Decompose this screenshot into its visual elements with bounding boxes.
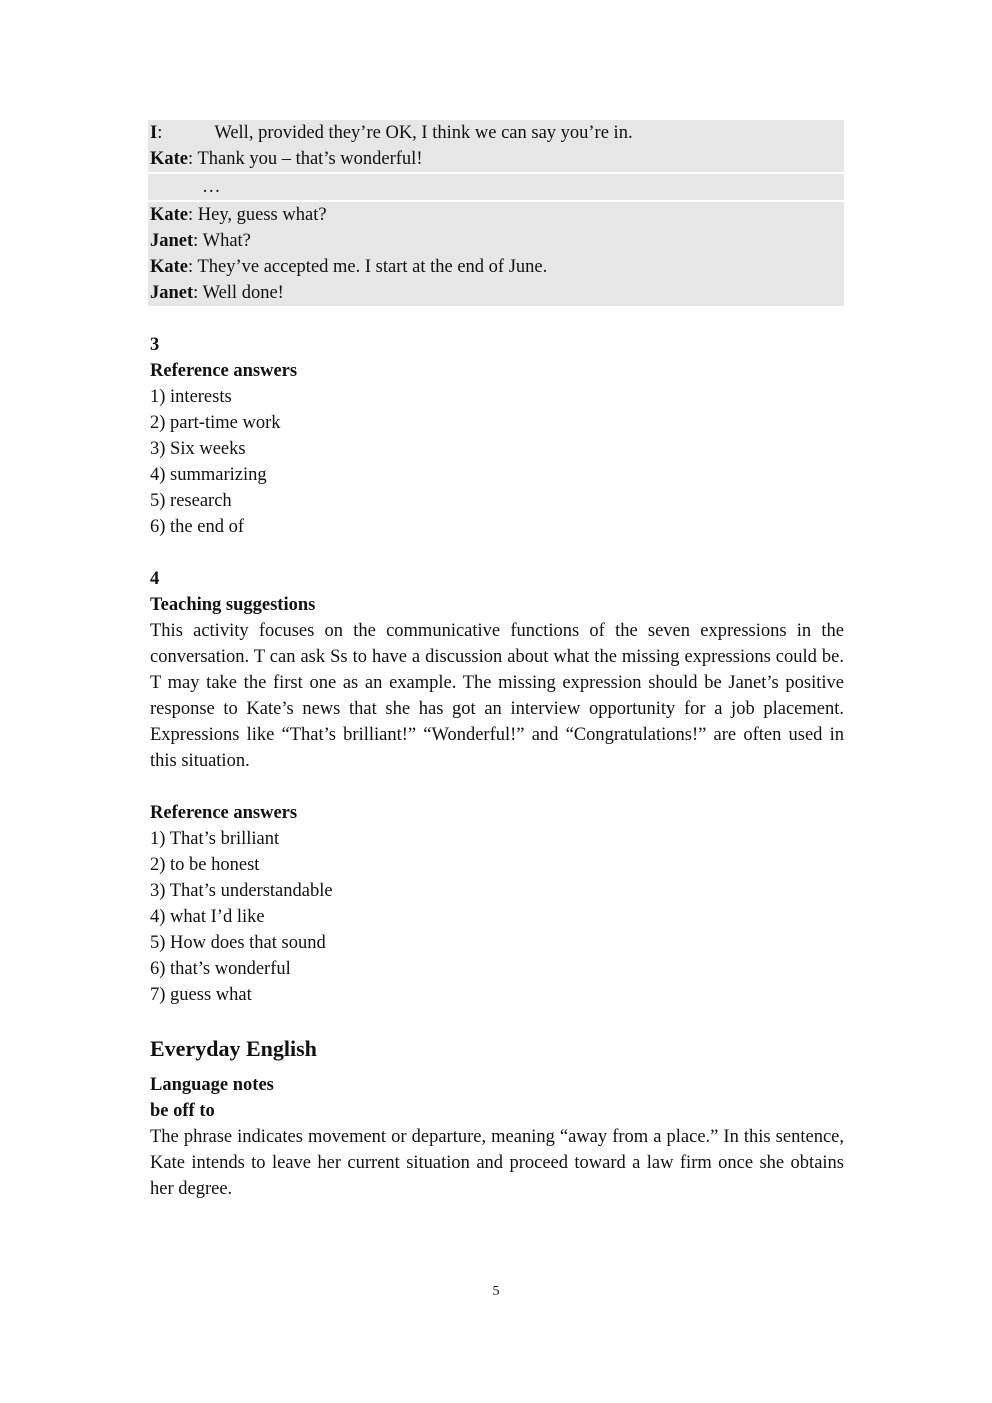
- dialog-line: [150, 228, 844, 254]
- dialog-separator: :: [188, 257, 194, 277]
- dialog-text: Thank you – that’s wonderful!: [193, 149, 423, 169]
- dialog-text: Well, provided they’re OK, I think we can say you’re in.: [214, 123, 633, 143]
- dialog-text: Well done!: [198, 283, 284, 303]
- dialog-separator: :: [188, 205, 194, 225]
- dialog-line: [150, 202, 844, 228]
- dialog-speaker: Janet: [150, 231, 194, 251]
- answer-item: 6) the end of: [150, 517, 245, 537]
- dialog-line: [150, 254, 844, 280]
- dialog-separator: :: [193, 231, 199, 251]
- everyday-english-title: Everyday English: [150, 1036, 317, 1061]
- answer-item: 3) Six weeks: [150, 439, 246, 459]
- dialog-separator: :: [193, 283, 199, 303]
- section-3-heading: Reference answers: [150, 361, 298, 381]
- section-4-answer-list: [150, 826, 844, 1008]
- phrase-heading: be off to: [150, 1101, 215, 1121]
- dialog-text: What?: [198, 231, 251, 251]
- answer-item: 2) part-time work: [150, 413, 281, 433]
- dialog-speaker: I: [150, 123, 158, 143]
- section-4-heading: Teaching suggestions: [150, 595, 316, 615]
- dialog-ellipsis: …: [202, 177, 221, 197]
- dialog-speaker: Janet: [150, 283, 194, 303]
- dialog-separator: :: [157, 123, 163, 143]
- dialog-speaker: Kate: [150, 257, 189, 277]
- dialog-separator: :: [188, 149, 194, 169]
- answer-item: 4) summarizing: [150, 465, 267, 485]
- answer-item: 4) what I’d like: [150, 907, 265, 927]
- answer-item: 3) That’s understandable: [150, 881, 333, 901]
- answer-item: 5) research: [150, 491, 232, 511]
- teaching-suggestions-paragraph: This activity focuses on the communicative functions of the seven expressions in the conversation. T can ask Ss to have a discussion about what the missing expressions could be. T may take the first one as an example. The missing expression should be Janet’s positive response to Kate’s news that she has got an interview opportunity for a job placement. Expressions like “That’s brilliant!” “Wonderful!” and “Congratulations!” are often used in this situation.: [150, 621, 844, 771]
- answer-item: 1) That’s brilliant: [150, 829, 280, 849]
- dialog-line: [150, 146, 844, 172]
- dialog-box: [148, 120, 844, 306]
- answer-item: 5) How does that sound: [150, 933, 326, 953]
- section-3-number: 3: [150, 335, 160, 355]
- answer-item: 2) to be honest: [150, 855, 260, 875]
- page-number: 5: [492, 1284, 500, 1299]
- section-4-number: 4: [150, 569, 160, 589]
- page-content: [150, 120, 844, 1202]
- answer-item: 1) interests: [150, 387, 232, 407]
- section-4-answers-heading: Reference answers: [150, 803, 298, 823]
- answer-item: 6) that’s wonderful: [150, 959, 291, 979]
- dialog-line: [150, 280, 844, 306]
- language-notes-heading: Language notes: [150, 1075, 274, 1095]
- dialog-line: [150, 120, 844, 146]
- dialog-speaker: Kate: [150, 205, 189, 225]
- section-3-answer-list: [150, 384, 844, 540]
- phrase-explanation: The phrase indicates movement or departure, meaning “away from a place.” In this sentence, Kate intends to leave her current situation and proceed toward a law firm once she obtains her degree.: [150, 1127, 844, 1199]
- dialog-text: They’ve accepted me. I start at the end of June.: [193, 257, 548, 277]
- dialog-speaker: Kate: [150, 149, 189, 169]
- answer-item: 7) guess what: [150, 985, 252, 1005]
- dialog-text: Hey, guess what?: [193, 205, 327, 225]
